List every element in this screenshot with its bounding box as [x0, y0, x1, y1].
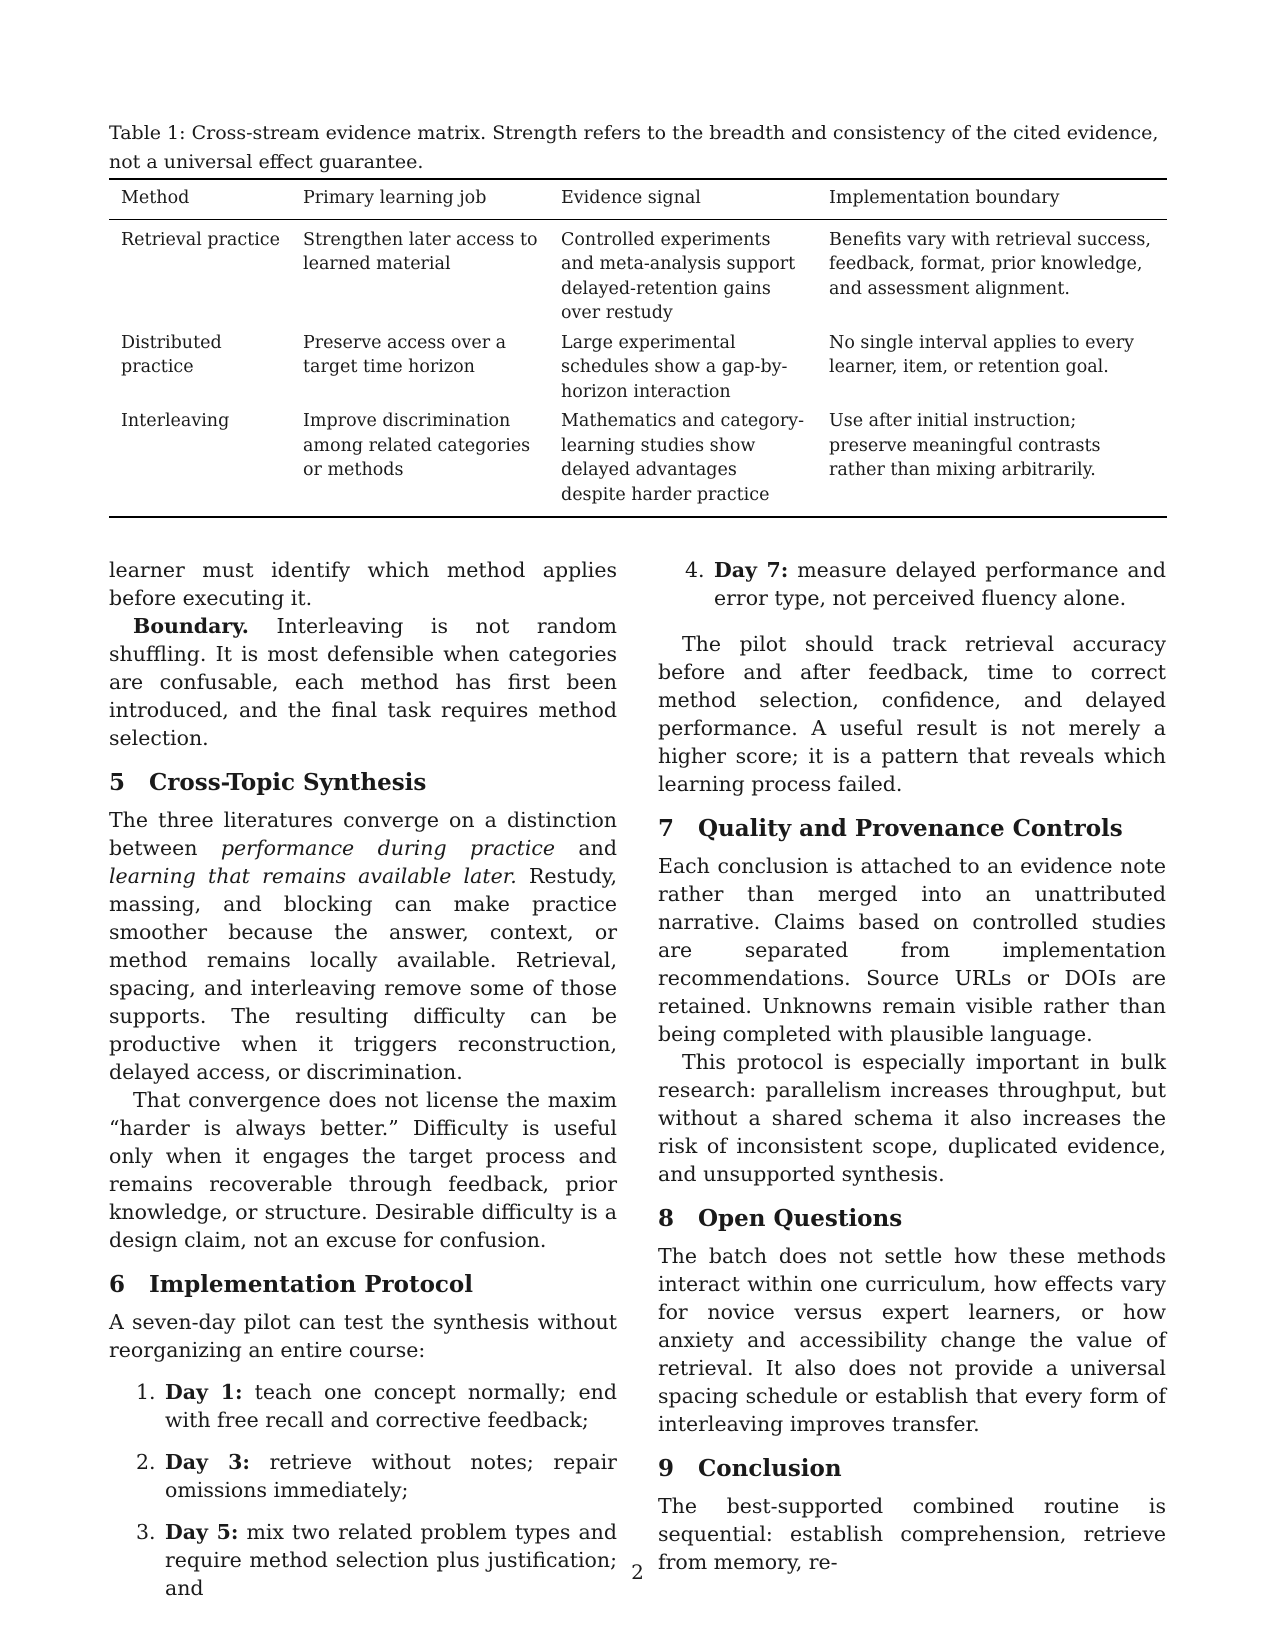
- section-number: 8: [658, 1205, 675, 1232]
- text-run: The three literatures converge on a distinction between: [109, 808, 617, 860]
- section-number: 6: [109, 1271, 126, 1298]
- paragraph-protocol: A seven-day pilot can test the synthesis without reorganizing an entire course:: [109, 1310, 617, 1362]
- page-number: 2: [631, 1560, 644, 1584]
- paragraph-synthesis-2: That convergence does not license the maxim “harder is always better.” Difficulty is useful only when it engages the target process and remains recoverable through feedback, prior knowledge, or structure. Desirable difficulty is a design claim, not an excuse for confusion.: [109, 1088, 617, 1252]
- evidence-matrix-table: [109, 178, 1167, 518]
- section-number: 9: [658, 1455, 675, 1482]
- list-item: [658, 556, 1166, 612]
- cell-boundary: No single interval applies to every learner, item, or retention goal.: [829, 332, 1134, 377]
- table-row: [109, 409, 1167, 517]
- cell-method: Retrieval practice: [121, 229, 280, 250]
- section-heading-6: [109, 1270, 617, 1300]
- table-caption: Table 1: Cross-stream evidence matrix. Strength refers to the breadth and consistency of the cited evidence, not a universal effect guarantee.: [109, 122, 1159, 173]
- paragraph-quality-2: This protocol is especially important in bulk research: parallelism increases throughput, but without a shared schema it also increases the risk of inconsistent scope, duplicated evidence, and unsupported synthesis.: [658, 1050, 1166, 1186]
- cell-evidence: Large experimental schedules show a gap-by-horizon interaction: [561, 332, 788, 402]
- section-heading-7: [658, 814, 1166, 844]
- step-day: Day 1:: [165, 1380, 243, 1404]
- header-evidence-signal: Evidence signal: [549, 179, 817, 219]
- paragraph-conclusion: The best-supported combined routine is sequential: establish comprehension, retrieve from memory, re-: [658, 1494, 1166, 1574]
- cell-evidence: Mathematics and category-learning studies show delayed advantages despite harder practice: [561, 411, 805, 505]
- right-column: [658, 556, 1166, 1576]
- list-marker: 1.: [136, 1380, 156, 1404]
- boundary-text: Interleaving is not random shuffling. It is most defensible when categories are confusable, each method has first been introduced, and the final task requires method selection.: [109, 614, 617, 750]
- paragraph-continued: learner must identify which method applies before executing it.: [109, 558, 617, 610]
- step-day: Day 7:: [714, 558, 789, 582]
- step-text: mix two related problem types and require method selection plus justification; and: [165, 1520, 617, 1600]
- section-heading-5: [109, 768, 617, 798]
- boundary-lead: Boundary.: [133, 614, 249, 638]
- list-marker: 4.: [685, 558, 705, 582]
- section-title: Implementation Protocol: [149, 1271, 473, 1298]
- header-method: Method: [109, 179, 291, 219]
- protocol-steps-list-continued: [658, 556, 1166, 612]
- step-text: measure delayed performance and error type, not perceived fluency alone.: [714, 558, 1166, 610]
- section-title: Quality and Provenance Controls: [698, 815, 1123, 842]
- emphasis: learning that remains available later.: [109, 864, 517, 888]
- cell-boundary: Use after initial instruction; preserve meaningful contrasts rather than mixing arbitrarily.: [829, 411, 1101, 480]
- cell-method: Distributed practice: [121, 332, 222, 377]
- step-day: Day 3:: [165, 1450, 250, 1474]
- paragraph-pilot: The pilot should track retrieval accuracy before and after feedback, time to correct method selection, confidence, and delayed performance. A useful result is not merely a higher score; it is a pattern that reveals which learning process failed.: [658, 632, 1166, 796]
- section-title: Open Questions: [698, 1205, 903, 1232]
- cell-job: Improve discrimination among related categories or methods: [303, 411, 531, 480]
- table-row: [109, 219, 1167, 331]
- cell-evidence: Controlled experiments and meta-analysis support delayed-retention gains over restudy: [561, 229, 796, 323]
- list-marker: 2.: [136, 1450, 156, 1474]
- emphasis: performance during practice: [220, 836, 556, 860]
- text-run: Restudy, massing, and blocking can make practice smoother because the answer, context, or method remains locally available. Retrieval, spacing, and interleaving remove some of those supports. The resulting difficulty can be productive when it triggers reconstruction, delayed access, or discrimination.: [109, 864, 617, 1084]
- table-row: [109, 331, 1167, 410]
- list-item: [109, 1448, 617, 1504]
- step-day: Day 5:: [165, 1520, 239, 1544]
- list-item: [109, 1378, 617, 1434]
- section-number: 7: [658, 815, 675, 842]
- section-heading-9: [658, 1454, 1166, 1484]
- cell-boundary: Benefits vary with retrieval success, feedback, format, prior knowledge, and assessment alignment.: [829, 229, 1151, 299]
- paragraph-synthesis-1: [109, 806, 617, 1086]
- cell-method: Interleaving: [121, 411, 230, 431]
- paragraph-open-questions: The batch does not settle how these methods interact within one curriculum, how effects vary for novice versus expert learners, or how anxiety and accessibility change the value of retrieval. It also does not provide a universal spacing schedule or establish that every form of interleaving improves transfer.: [658, 1244, 1166, 1436]
- section-heading-8: [658, 1204, 1166, 1234]
- step-text: teach one concept normally; end with free recall and corrective feedback;: [165, 1380, 617, 1432]
- paragraph-boundary: [109, 612, 617, 752]
- cell-job: Preserve access over a target time horizon: [303, 332, 507, 377]
- paragraph-quality-1: Each conclusion is attached to an evidence note rather than merged into an unattributed narrative. Claims based on controlled studies are separated from implementation recommendations. Source URLs or DOIs are retained. Unknowns remain visible rather than being completed with plausible language.: [658, 854, 1166, 1046]
- list-marker: 3.: [136, 1520, 156, 1544]
- table-header-row: [109, 179, 1167, 219]
- section-number: 5: [109, 769, 126, 796]
- cell-job: Strengthen later access to learned material: [303, 229, 538, 274]
- header-implementation-boundary: Implementation boundary: [817, 179, 1167, 219]
- step-text: retrieve without notes; repair omissions immediately;: [165, 1450, 617, 1502]
- text-run: and: [555, 836, 617, 860]
- left-column: [109, 556, 617, 1616]
- section-title: Conclusion: [698, 1455, 842, 1482]
- header-learning-job: Primary learning job: [291, 179, 549, 219]
- table-1: [109, 119, 1167, 518]
- section-title: Cross-Topic Synthesis: [149, 769, 427, 796]
